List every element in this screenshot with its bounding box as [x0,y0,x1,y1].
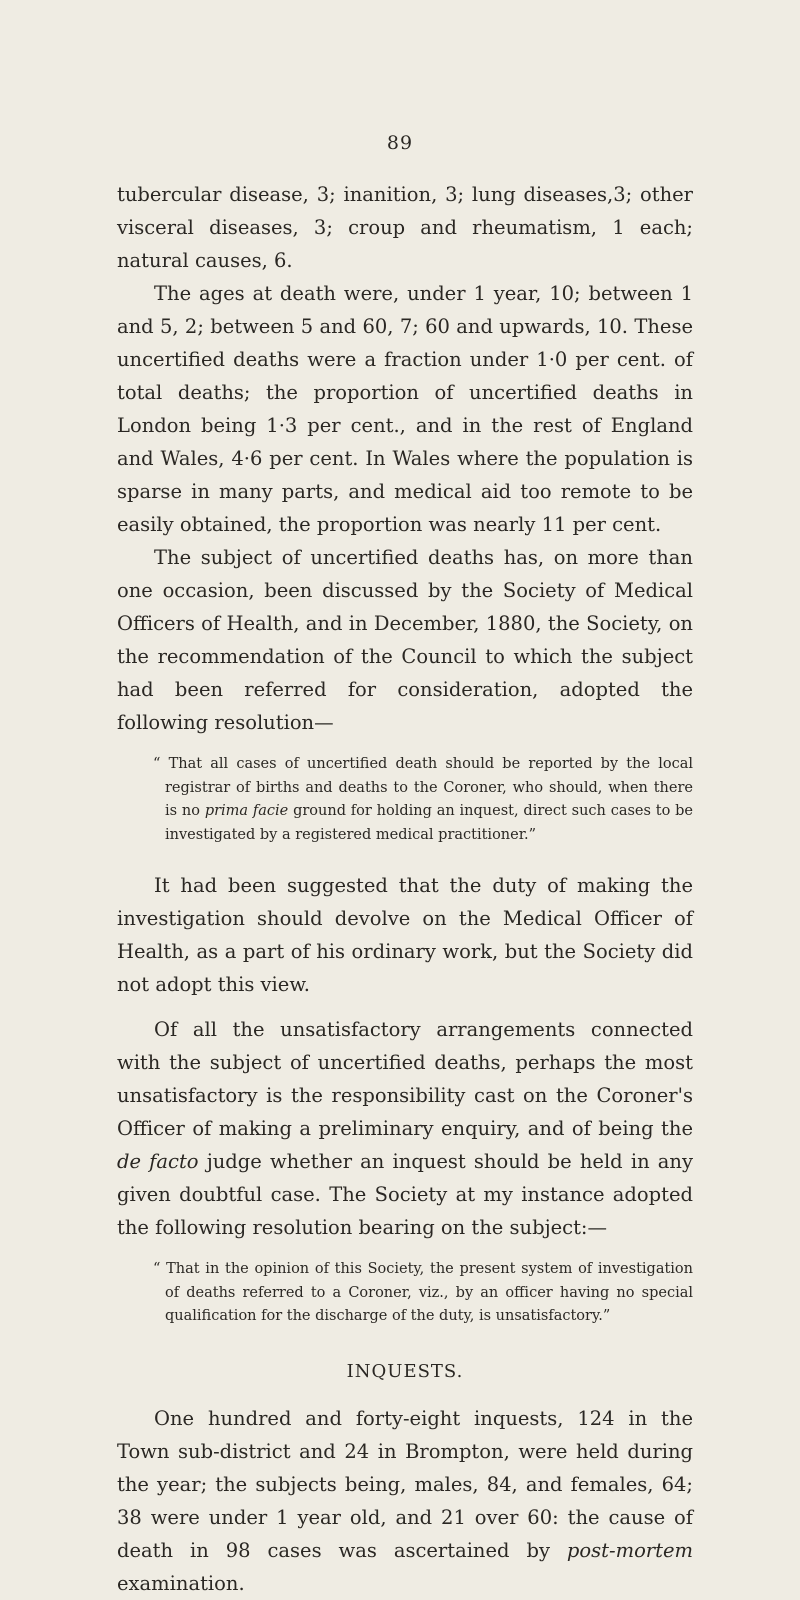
page-number: 89 [386,132,414,154]
paragraph-duty-suggestion: It had been suggested that the duty of making the investigation should devolve on the Medical Officer of Health, as a part of his ordinary work, but the Society did not adopt this view. [117,874,693,996]
quote1-part-a: “ That all cases of uncertified death should be reported by the local registrar of births and deaths to the Coroner, who should, when there is no [153,756,693,819]
resolution-quote-2: “ That in the opinion of this Society, the present system of investigation of deaths referred to a Coroner, viz., by an officer having no special qualification for the discharge of the duty, is unsatisfactory.” [153,1261,693,1324]
p5-italic: de facto [117,1150,199,1173]
paragraph-unsatisfactory-arrangements [117,1013,693,1244]
paragraph-ages-at-death: The ages at death were, under 1 year, 10; between 1 and 5, 2; between 5 and 60, 7; 60 and upwards, 10. These uncertified deaths were a fraction under 1·0 per cent. of total deaths; the proportion of uncertified deaths in London being 1·3 per cent., and in the rest of England and Wales, 4·6 per cent. In Wales where the population is sparse in many parts, and medical aid too remote to be easily obtained, the proportion was nearly 11 per cent. [117,282,693,536]
p6-italic: post-mortem [566,1538,693,1562]
body-text [117,178,693,1600]
p6-part-a: One hundred and forty-eight inquests, 124 in the Town sub-district and 24 in Brompton, were held during the year; the subjects being, males, 84, and females, 64; 38 were under 1 year old, and 21 over 60: the cause of death in 98 cases was ascertained by [117,1406,693,1562]
quote1-italic: prima facie [204,803,289,819]
p5-part-a: Of all the unsatisfactory arrangements connected with the subject of uncertified deaths, perhaps the most unsatisfactory is the responsibility cast on the Coroner's Officer of making a preliminary enquiry, and of being the [117,1018,693,1140]
quote1-part-b: ground for holding an inquest, direct such cases to be investigated by a registered medical practitioner.” [165,803,693,843]
paragraph-inquests [117,1402,693,1600]
p5-part-b: judge whether an inquest should be held in any given doubtful case. The Society at my instance adopted the following resolution bearing on the subject:— [117,1150,693,1239]
paragraph-causes-continued: tubercular disease, 3; inanition, 3; lung diseases,3; other visceral diseases, 3; croup and rheumatism, 1 each; natural causes, 6. [117,183,693,272]
p6-part-b: examination. [117,1571,245,1595]
paragraph-society-discussion: The subject of uncertified deaths has, on more than one occasion, been discussed by the Society of Medical Officers of Health, and in December, 1880, the Society, on the recommendation of the Council to which the subject had been referred for consideration, adopted the following resolution— [117,546,693,734]
resolution-quote-1 [153,753,693,847]
section-heading-inquests: INQUESTS. [346,1360,464,1382]
